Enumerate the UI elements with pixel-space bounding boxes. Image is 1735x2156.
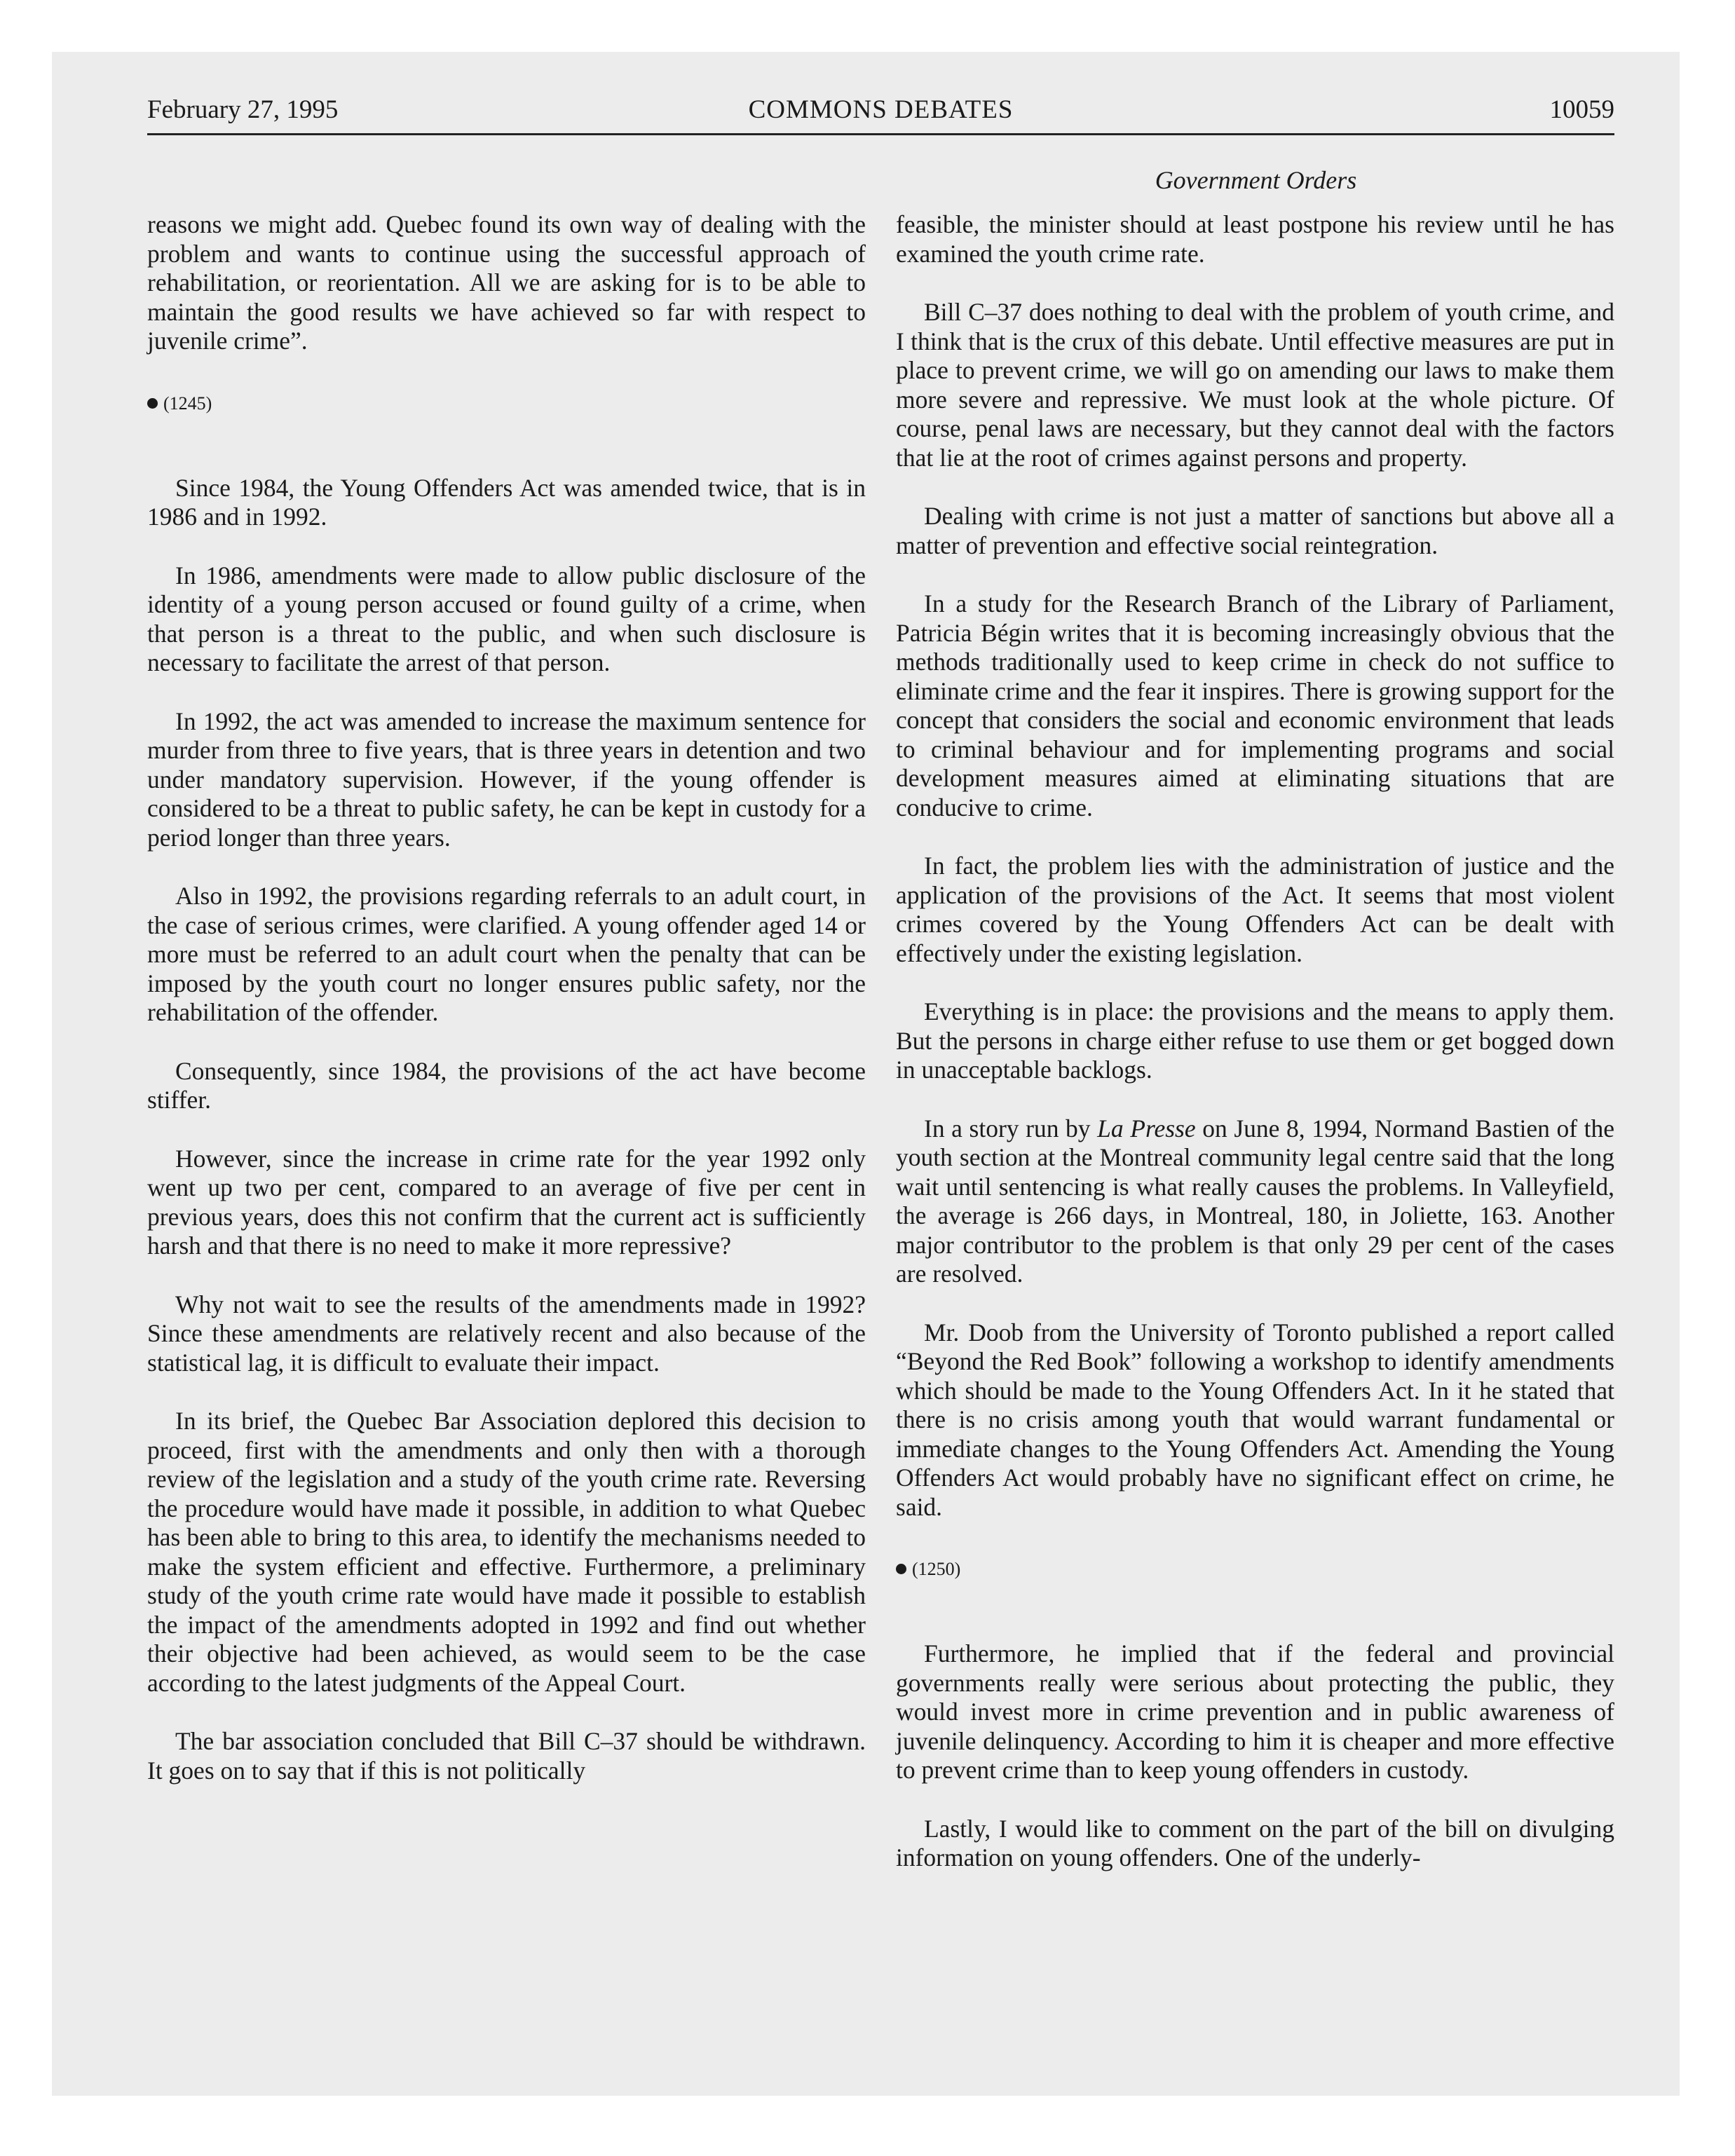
paragraph: feasible, the minister should at least postpone his review until he has examined the youth crime rate. bbox=[896, 210, 1614, 268]
paragraph: Consequently, since 1984, the provisions of the act have become stiffer. bbox=[147, 1056, 866, 1114]
paragraph: In fact, the problem lies with the administration of justice and the application of the provisions of the Act. It seems that most violent crimes covered by the Young Offenders Act can be dealt with effectively under the existing legislation. bbox=[896, 852, 1614, 967]
paragraph: Mr. Doob from the University of Toronto published a report called “Beyond the Red Book” following a workshop to identify amendments which should be made to the Young Offenders Act. In it he stated that there is no crisis among youth that would warrant fundamental or immediate changes to the Young Offenders Act. Amending the Young Offenders Act would probably have no significant effect on crime, he said. bbox=[896, 1318, 1614, 1521]
paragraph-text: In a story run by bbox=[924, 1114, 1098, 1142]
paragraph: Lastly, I would like to comment on the part of the bill on divulging information on young offenders. One of the underly- bbox=[896, 1814, 1614, 1871]
time-marker bbox=[896, 1555, 1614, 1583]
newspaper-title: La Presse bbox=[1097, 1114, 1196, 1142]
bullet-icon bbox=[896, 1564, 906, 1574]
bullet-icon bbox=[147, 398, 158, 409]
paragraph: In its brief, the Quebec Bar Association deplored this decision to proceed, first with the amendments and only then with a thorough review of the legislation and a study of the youth crime rate. Reversing the procedure would have made it possible, in addition to what Quebec has been able to bring to this area, to identify the mechanisms needed to make the system efficient and effective. Furthermore, a preliminary study of the youth crime rate would have made it possible to establish the impact of the amendments adopted in 1992 and find out whether their objective had been achieved, as would seem to be the case according to the latest judgments of the Appeal Court. bbox=[147, 1407, 866, 1697]
paragraph: reasons we might add. Quebec found its own way of dealing with the problem and wants to continue using the successful approach of rehabilitation, or reorientation. All we are asking for is to be able to maintain the good results we have achieved so far with respect to juvenile crime”. bbox=[147, 210, 866, 355]
time-marker bbox=[147, 390, 866, 418]
paragraph: However, since the increase in crime rate for the year 1992 only went up two per cent, compared to an average of five per cent in previous years, does this not confirm that the current act is sufficiently harsh and that there is no need to make it more repressive? bbox=[147, 1144, 866, 1260]
time-marker-text: (1245) bbox=[163, 393, 212, 414]
time-marker-text: (1250) bbox=[912, 1559, 961, 1579]
paragraph: Since 1984, the Young Offenders Act was amended twice, that is in 1986 and in 1992. bbox=[147, 473, 866, 531]
paragraph: In 1986, amendments were made to allow public disclosure of the identity of a young person accused or found guilty of a crime, when that person is a threat to the public, and when such disclosure is necessary to facilitate the arrest of that person. bbox=[147, 561, 866, 676]
header-rule bbox=[147, 133, 1614, 135]
paragraph: Why not wait to see the results of the amendments made in 1992? Since these amendments are relatively recent and also because of the statistical lag, it is difficult to evaluate their impact. bbox=[147, 1290, 866, 1377]
paragraph bbox=[896, 1114, 1614, 1289]
paragraph: In a study for the Research Branch of the Library of Parliament, Patricia Bégin writes that it is becoming increasingly obvious that the methods traditionally used to keep crime in check do not suffice to eliminate crime and the fear it inspires. There is growing support for the concept that considers the social and economic environment that leads to criminal behaviour and for implementing programs and social development measures aimed at eliminating situations that are conducive to crime. bbox=[896, 589, 1614, 821]
header-page-number: 10059 bbox=[1549, 95, 1614, 124]
paragraph: In 1992, the act was amended to increase the maximum sentence for murder from three to five years, that is three years in detention and two under mandatory supervision. However, if the young offender is considered to be a threat to public safety, he can be kept in custody for a period longer than three years. bbox=[147, 707, 866, 852]
paragraph: Everything is in place: the provisions and the means to apply them. But the persons in charge either refuse to use them or get bogged down in unacceptable backlogs. bbox=[896, 997, 1614, 1084]
paragraph: The bar association concluded that Bill C–37 should be withdrawn. It goes on to say that if this is not politically bbox=[147, 1727, 866, 1785]
page-header bbox=[147, 93, 1614, 128]
right-column bbox=[896, 210, 1614, 1873]
paragraph: Dealing with crime is not just a matter of sanctions but above all a matter of prevention and effective social reintegration. bbox=[896, 502, 1614, 559]
paragraph: Furthermore, he implied that if the federal and provincial governments really were serious about protecting the public, they would invest more in crime prevention and in public awareness of juvenile delinquency. According to him it is cheaper and more effective to prevent crime than to keep young offenders in custody. bbox=[896, 1639, 1614, 1784]
left-column bbox=[147, 210, 866, 1785]
header-publication: COMMONS DEBATES bbox=[748, 95, 1014, 124]
paragraph: Also in 1992, the provisions regarding referrals to an adult court, in the case of serious crimes, were clarified. A young offender aged 14 or more must be referred to an adult court when the penalty that can be imposed by the youth court no longer ensures public safety, nor the rehabilitation of the offender. bbox=[147, 882, 866, 1026]
paragraph: Bill C–37 does nothing to deal with the problem of youth crime, and I think that is the crux of this debate. Until effective measures are put in place to prevent crime, we will go on amending our laws to make them more severe and repressive. We must look at the whole picture. Of course, penal laws are necessary, but they cannot deal with the factors that lie at the root of crimes against persons and property. bbox=[896, 298, 1614, 472]
header-date: February 27, 1995 bbox=[147, 95, 339, 124]
paragraph-text: on June 8, 1994, Normand Bastien of the youth section at the Montreal community legal centre said that the long wait until sentencing is what really causes the problems. In Valleyfield, the average is 266 days, in Montreal, 180, in Joliette, 163. Another major contributor to the problem is that only 29 per cent of the cases are resolved. bbox=[896, 1114, 1615, 1288]
section-title: Government Orders bbox=[1155, 166, 1357, 194]
